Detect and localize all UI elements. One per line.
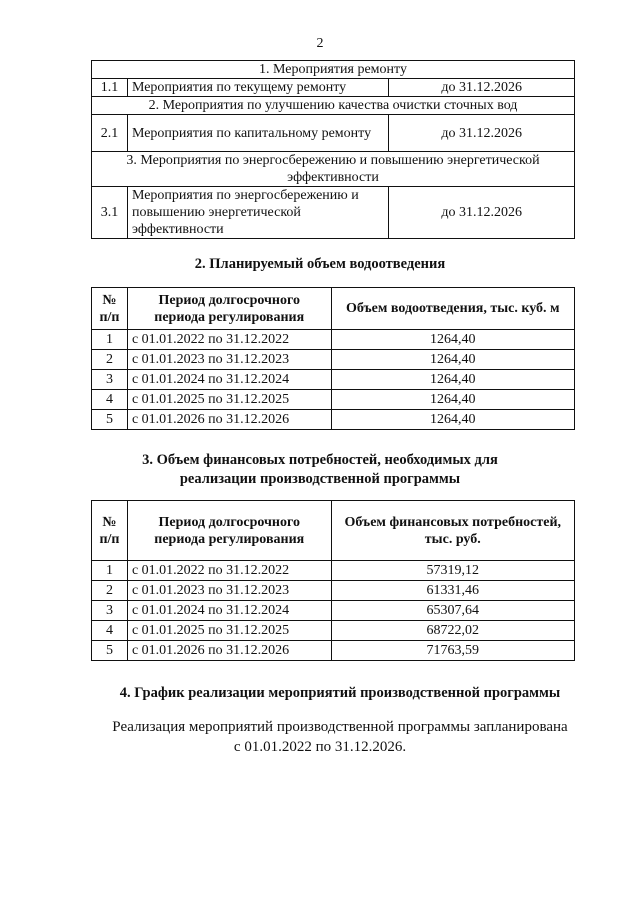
period: с 01.01.2023 по 31.12.2023 (127, 350, 331, 370)
table-row (92, 370, 575, 390)
table-row (92, 641, 575, 661)
finance-value: 57319,12 (331, 561, 574, 581)
section2-title: 2. Планируемый объем водоотведения (194, 256, 446, 272)
finance-value: 68722,02 (331, 621, 574, 641)
measure-name: Мероприятия по текущему ремонту (127, 79, 388, 97)
period: с 01.01.2025 по 31.12.2025 (127, 621, 331, 641)
table-row (92, 79, 575, 97)
row-number: 5 (92, 641, 128, 661)
table-row (92, 350, 575, 370)
table-row (92, 115, 575, 152)
period: с 01.01.2026 по 31.12.2026 (127, 641, 331, 661)
table-row (92, 330, 575, 350)
period: с 01.01.2024 по 31.12.2024 (127, 370, 331, 390)
section-heading: 1. Мероприятия ремонту (92, 61, 575, 79)
row-number: 3.1 (92, 187, 128, 239)
period: с 01.01.2022 по 31.12.2022 (127, 561, 331, 581)
page-number: 2 (316, 36, 324, 51)
volume-value: 1264,40 (331, 350, 574, 370)
section-heading: 2. Мероприятия по улучшению качества очистки сточных вод (92, 97, 575, 115)
col-header-volume: Объем водоотведения, тыс. куб. м (331, 288, 574, 330)
col-header-period: Период долгосрочного периода регулирования (127, 288, 331, 330)
measure-name: Мероприятия по капитальному ремонту (127, 115, 388, 152)
row-number: 3 (92, 601, 128, 621)
table-row (92, 601, 575, 621)
schedule-paragraph-line2: с 01.01.2022 по 31.12.2026. (233, 739, 407, 755)
table-row (92, 410, 575, 430)
schedule-paragraph-line1: Реализация мероприятий производственной программы запланирована (112, 719, 568, 735)
volume-value: 1264,40 (331, 330, 574, 350)
row-number: 2 (92, 581, 128, 601)
finance-value: 61331,46 (331, 581, 574, 601)
period: с 01.01.2023 по 31.12.2023 (127, 581, 331, 601)
period: с 01.01.2024 по 31.12.2024 (127, 601, 331, 621)
table-row (92, 561, 575, 581)
section4-title: 4. График реализации мероприятий производственной программы (119, 685, 561, 701)
deadline: до 31.12.2026 (389, 115, 575, 152)
table-row (92, 390, 575, 410)
volume-value: 1264,40 (331, 390, 574, 410)
period: с 01.01.2026 по 31.12.2026 (127, 410, 331, 430)
row-number: 1 (92, 561, 128, 581)
deadline: до 31.12.2026 (389, 79, 575, 97)
col-header-number: № п/п (92, 501, 128, 561)
measure-name: Мероприятия по энергосбережению и повышению энергетической эффективности (127, 187, 388, 239)
table-row (92, 621, 575, 641)
finance-value: 71763,59 (331, 641, 574, 661)
row-number: 4 (92, 621, 128, 641)
volume-value: 1264,40 (331, 410, 574, 430)
volume-value: 1264,40 (331, 370, 574, 390)
measures-table (91, 60, 575, 239)
deadline: до 31.12.2026 (389, 187, 575, 239)
row-number: 2.1 (92, 115, 128, 152)
col-header-period: Период долгосрочного периода регулирования (127, 501, 331, 561)
table-row (92, 581, 575, 601)
table-section-row (92, 152, 575, 187)
section-heading: 3. Мероприятия по энергосбережению и повышению энергетической эффективности (92, 152, 575, 187)
row-number: 5 (92, 410, 128, 430)
table-section-row (92, 61, 575, 79)
financial-needs-table (91, 500, 575, 661)
col-header-number: № п/п (92, 288, 128, 330)
table-row (92, 187, 575, 239)
section3-title-line2: реализации производственной программы (179, 471, 461, 487)
finance-value: 65307,64 (331, 601, 574, 621)
row-number: 1.1 (92, 79, 128, 97)
row-number: 3 (92, 370, 128, 390)
row-number: 2 (92, 350, 128, 370)
period: с 01.01.2025 по 31.12.2025 (127, 390, 331, 410)
period: с 01.01.2022 по 31.12.2022 (127, 330, 331, 350)
row-number: 4 (92, 390, 128, 410)
table-section-row (92, 97, 575, 115)
row-number: 1 (92, 330, 128, 350)
wastewater-volume-table (91, 287, 575, 430)
col-header-finance: Объем финансовых потребностей, тыс. руб. (331, 501, 574, 561)
section3-title-line1: 3. Объем финансовых потребностей, необходимых для (142, 452, 498, 468)
